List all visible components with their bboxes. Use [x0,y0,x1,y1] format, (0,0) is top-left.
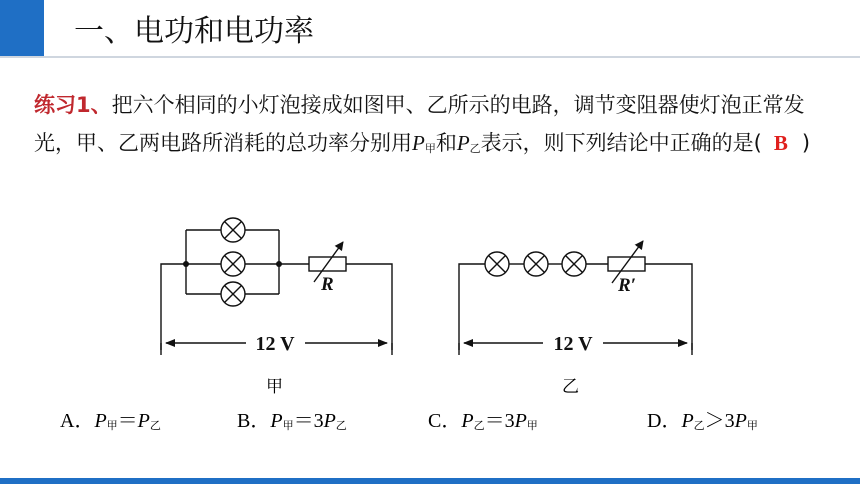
lamp-icon [485,252,509,276]
power-symbol: P [456,131,470,155]
page-title: 一、电功和电功率 [74,14,314,49]
junction-node [276,261,282,267]
lamp-icon [221,252,245,276]
question-text-part-1: 把六个相同的小灯泡接成如图甲、乙所示的电路，调节变阻器使灯泡正常发光，甲、乙两电路所消耗的总功率分别用 [34,93,805,155]
voltage-label-yi: 12 V [553,333,593,355]
subscript-yi: 乙 [469,142,481,155]
lamp-icon [562,252,586,276]
resistor-label-jia: R [321,274,334,295]
caption-jia: 甲 [266,377,283,397]
question-label: 练习1、 [34,93,112,117]
lamp-icon [524,252,548,276]
junction-node [183,261,189,267]
wire-left-jia [161,264,186,350]
option-d[interactable]: D．P乙＞3P甲 [647,410,758,432]
option-b[interactable]: B．P甲＝3P乙 [237,410,347,432]
option-c[interactable]: C．P乙＝3P甲 [428,410,538,432]
resistor-label-yi: R′ [618,275,637,296]
lamp-icon [221,218,245,242]
question-text-part-2: 表示，则下列结论中正确的是( [480,131,762,155]
wire-left-yi [459,264,485,350]
conjunction: 和 [435,131,457,155]
voltage-label-jia: 12 V [255,333,295,355]
question-close-paren: ) [801,131,811,155]
subscript-jia: 甲 [424,142,436,155]
wire-right-jia [346,264,392,350]
lamp-icon [221,282,245,306]
answer-mark: B [773,131,788,155]
wire-right-yi [645,264,692,350]
option-a[interactable]: A．P甲＝P乙 [60,410,161,432]
power-symbol: P [412,131,425,155]
footer-accent-bar [0,478,860,484]
caption-yi: 乙 [562,377,579,397]
